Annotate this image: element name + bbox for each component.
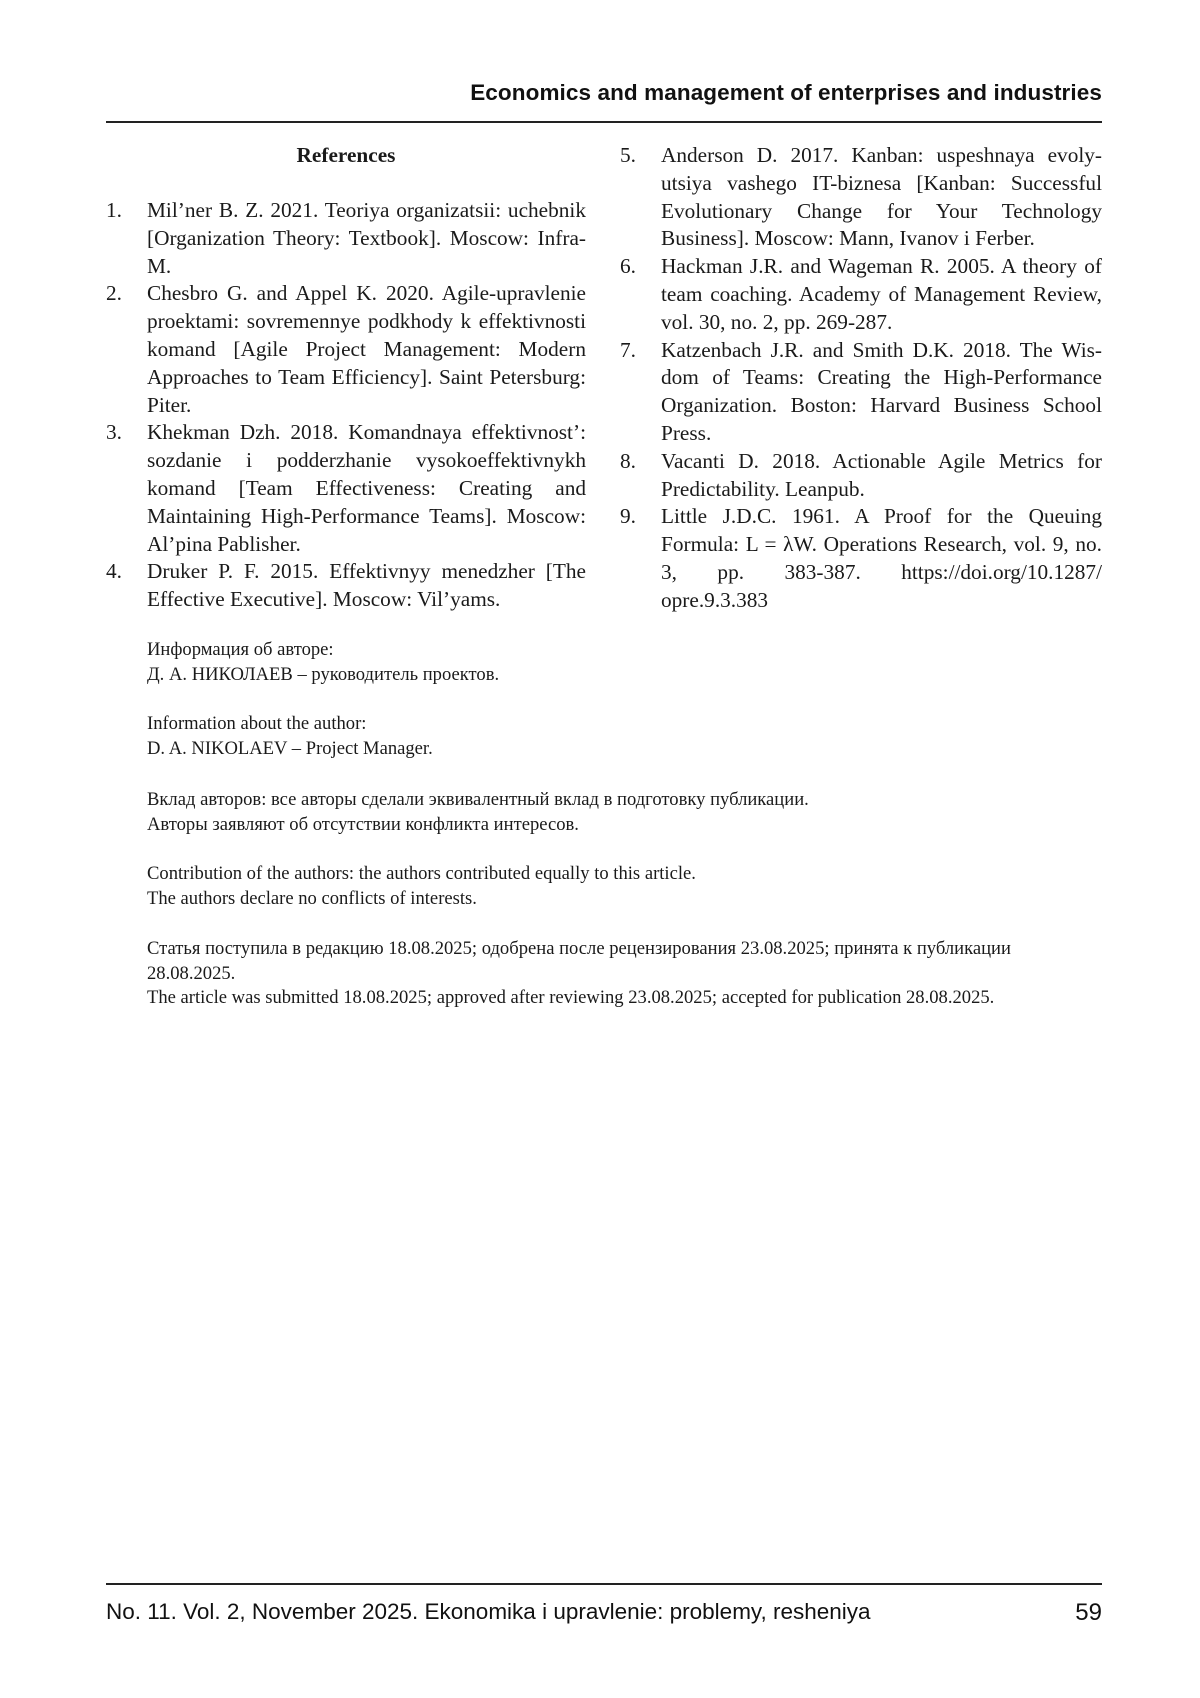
article-dates-ru: Статья поступила в редакцию 18.08.2025; одобрена после рецензирования 23.08.2025; принята к публикации 28.08.2025. — [147, 937, 1102, 986]
author-info-ru — [147, 638, 1102, 687]
references-left-column — [106, 142, 586, 614]
reference-number: 2. — [106, 280, 146, 308]
references-title: References — [106, 142, 586, 170]
reference-text: Hackman J.R. and Wageman R. 2005. A theory of team coaching. Academy of Management Re­view, vol. 30, no. 2, pp. 269-287. — [661, 254, 1102, 334]
reference-text: Mil’ner B. Z. 2021. Teoriya organizatsii: ucheb­nik [Organization Theory: Textbook]. Moscow: Infra-M. — [147, 198, 586, 278]
reference-text: Chesbro G. and Appel K. 2020. Agile-upravle­nie proektami: sovremennye podkhody k effek­tivnosti komand [Agile Project Management: Modern Approaches to Team Efficiency]. Saint Petersburg: Piter. — [147, 281, 586, 416]
reference-item — [106, 419, 586, 558]
author-info-ru-line: Д. А. НИКОЛАЕВ – руководитель проектов. — [147, 663, 1102, 688]
reference-text: Khekman Dzh. 2018. Komandnaya effektiv­nost’: sozdanie i podderzhanie vysokoeffek­tivnykh komand [Team Effectiveness: Creating and Maintaining High-Performance Teams]. Moscow: Al’pina Pablisher. — [147, 420, 586, 555]
reference-number: 8. — [620, 448, 660, 476]
author-info-en — [147, 712, 1102, 761]
footer-rule — [106, 1583, 1102, 1585]
references-list-right — [620, 142, 1102, 615]
reference-item — [620, 448, 1102, 504]
header-rule — [106, 121, 1102, 123]
author-info-en-line: D. A. NIKOLAEV – Project Manager. — [147, 737, 1102, 762]
page-number: 59 — [1075, 1599, 1102, 1627]
reference-number: 3. — [106, 419, 146, 447]
reference-item — [106, 558, 586, 614]
article-dates-en: The article was submitted 18.08.2025; approved after reviewing 23.08.2025; accepted for publication 28.08.2025. — [147, 986, 1102, 1011]
references-right-column — [620, 142, 1102, 615]
reference-text: Little J.D.C. 1961. A Proof for the Queuing Formula: L = λW. Operations Research, vol. 9, no. 3, pp. 383-387. https://doi.org/10.1287/​opre.9.3.383 — [661, 504, 1102, 611]
references-list-left — [106, 197, 586, 614]
contribution-en-line1: Contribution of the authors: the authors contributed equally to this article. — [147, 862, 1102, 887]
reference-item — [620, 253, 1102, 336]
contribution-ru-line2: Авторы заявляют об отсутствии конфликта интересов. — [147, 813, 1102, 838]
reference-number: 1. — [106, 197, 146, 225]
contribution-ru-line1: Вклад авторов: все авторы сделали эквивалентный вклад в подготовку публикации. — [147, 788, 1102, 813]
reference-number: 9. — [620, 503, 660, 531]
contribution-ru — [147, 788, 1102, 837]
reference-number: 7. — [620, 337, 660, 365]
author-info-ru-heading: Информация об авторе: — [147, 638, 1102, 663]
author-info-en-heading: Information about the author: — [147, 712, 1102, 737]
reference-text: Vacanti D. 2018. Actionable Agile Metrics for Predictability. Leanpub. — [661, 449, 1102, 501]
reference-item — [106, 197, 586, 280]
reference-item — [620, 142, 1102, 253]
reference-item — [620, 503, 1102, 614]
journal-citation: No. 11. Vol. 2, November 2025. Ekonomika i upravlenie: problemy, resheniya — [106, 1599, 871, 1625]
reference-item — [620, 337, 1102, 448]
reference-item — [106, 280, 586, 419]
reference-text: Anderson D. 2017. Kanban: uspeshnaya evoly­utsiya vashego IT-biznesa [Kanban: Success­ful Evolutionary Change for Your Technology Business]. Moscow: Mann, Ivanov i Ferber. — [661, 143, 1102, 250]
contribution-en — [147, 862, 1102, 911]
reference-number: 5. — [620, 142, 660, 170]
contribution-en-line2: The authors declare no conflicts of interests. — [147, 887, 1102, 912]
running-head: Economics and management of enterprises and industries — [106, 80, 1102, 106]
article-dates — [147, 937, 1102, 1011]
document-page — [0, 0, 1200, 1698]
reference-number: 6. — [620, 253, 660, 281]
reference-text: Druker P. F. 2015. Effektivnyy menedzher [The Effective Executive]. Moscow: Vil’yams. — [147, 559, 586, 611]
reference-text: Katzenbach J.R. and Smith D.K. 2018. The Wis­dom of Teams: Creating the High-Performance Organization. Boston: Harvard Business School Press. — [661, 338, 1102, 445]
reference-number: 4. — [106, 558, 146, 586]
